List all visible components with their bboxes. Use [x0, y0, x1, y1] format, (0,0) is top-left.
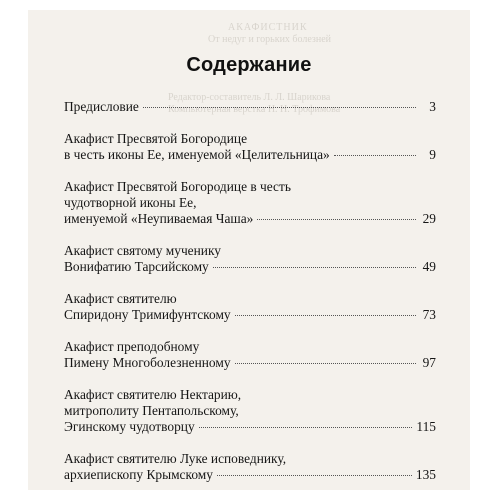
toc-entry-title-line: Акафист преподобному	[64, 339, 200, 354]
toc-entry	[64, 387, 436, 435]
dot-leader	[257, 219, 416, 220]
book-page	[28, 10, 470, 490]
page-number: 3	[429, 99, 436, 114]
toc-entry-title-line: Акафист святому мученику	[64, 243, 221, 258]
page-number: 29	[422, 211, 436, 226]
toc-entry-title-line: в честь иконы Ее, именуемой «Целительница»	[64, 147, 330, 162]
toc-entry	[64, 243, 436, 275]
toc-entry-title-line: Предисловие	[64, 99, 139, 114]
toc-entry-title-line: Акафист Пресвятой Богородице в честь	[64, 179, 291, 194]
bleed-through-heading: АКАФИСТНИК	[228, 22, 308, 33]
dot-leader	[235, 363, 416, 364]
toc-entry-last-row	[64, 259, 436, 275]
dot-leader	[217, 475, 412, 476]
bleed-through-line: Редактор-составитель Л. Л. Шарикова	[168, 92, 331, 103]
toc-entry	[64, 339, 436, 371]
toc-entry-title-line: Вонифатию Тарсийскому	[64, 259, 209, 274]
page-number: 49	[422, 259, 436, 274]
dot-leader	[143, 107, 416, 108]
toc-entry-title-line: Акафист святителю	[64, 291, 177, 306]
bleed-through-subheading: От недуг и горьких болезней	[208, 34, 332, 45]
page-number: 73	[422, 307, 436, 322]
bleed-through-line: Компьютерная верстка Н. Н. Трофимова	[168, 104, 341, 115]
page-number: 9	[429, 147, 436, 162]
toc-entry-title-line: Эгинскому чудотворцу	[64, 419, 195, 434]
toc-entry-last-row	[64, 419, 436, 435]
toc-entry-last-row	[64, 211, 436, 227]
dot-leader	[235, 315, 416, 316]
toc-entry-title-line: Спиридону Тримифунтскому	[64, 307, 231, 322]
page-number: 135	[415, 467, 436, 482]
dot-leader	[199, 427, 413, 428]
toc-entry	[64, 451, 436, 483]
page-number: 115	[416, 419, 436, 434]
dot-leader	[213, 267, 416, 268]
toc-entry	[64, 291, 436, 323]
page-number: 97	[422, 355, 436, 370]
toc-entry	[64, 131, 436, 163]
toc-entry-title-line: Акафист святителю Нектарию,	[64, 387, 242, 402]
dot-leader	[334, 155, 416, 156]
toc-entry-title-line: именуемой «Неупиваемая Чаша»	[64, 211, 254, 226]
toc-entry-title-line: Пимену Многоболезненному	[64, 355, 231, 370]
toc-entry	[64, 99, 436, 115]
toc-entry-title-line: Акафист святителю Луке исповеднику,	[64, 451, 287, 466]
toc-entry-last-row	[64, 355, 436, 371]
toc-entry-last-row	[64, 307, 436, 323]
toc-entry-title-line: чудотворной иконы Ее,	[64, 195, 197, 210]
toc-entry-last-row	[64, 147, 436, 163]
page-title: Содержание	[186, 54, 312, 76]
toc-entry	[64, 179, 436, 227]
toc-entry-title-line: митрополиту Пентапольскому,	[64, 403, 239, 418]
toc-entry-title-line: архиепископу Крымскому	[64, 467, 213, 482]
toc-entry-last-row	[64, 99, 436, 115]
table-of-contents	[64, 99, 436, 499]
toc-entry-title-line: Акафист Пресвятой Богородице	[64, 131, 248, 146]
toc-entry-last-row	[64, 467, 436, 483]
